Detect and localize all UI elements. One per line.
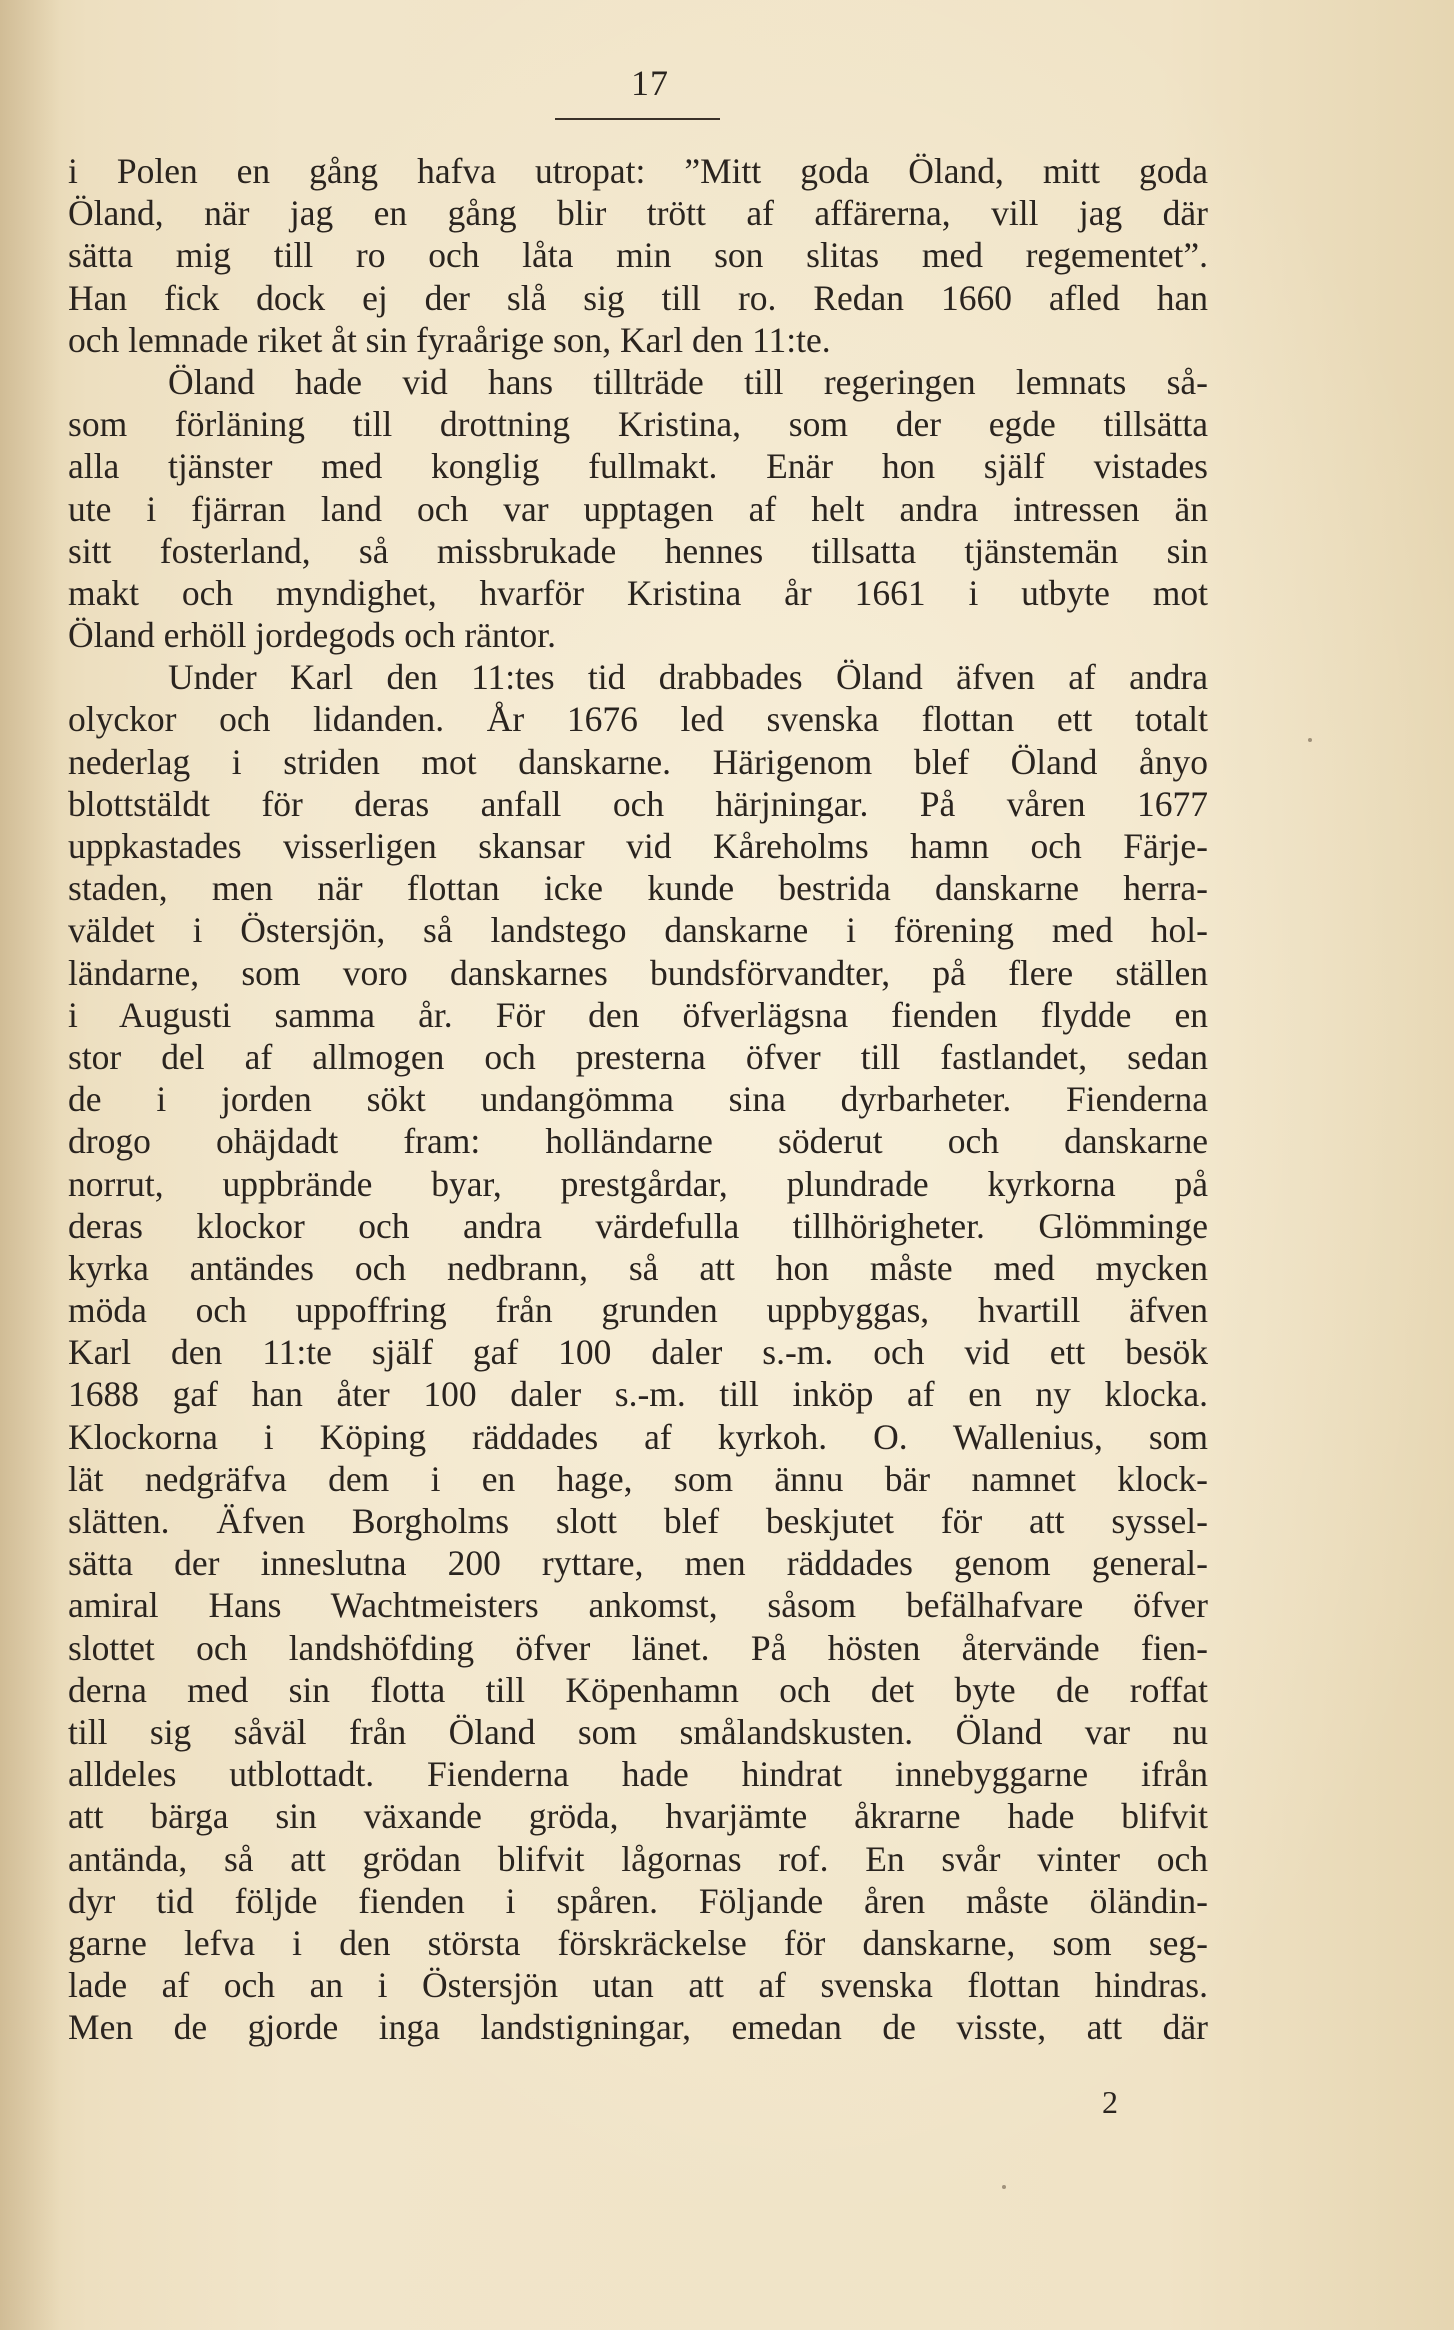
page-gutter-shadow bbox=[0, 0, 60, 2330]
text-line: uppkastades visserligen skansar vid Kåreholms hamn och Färje- bbox=[68, 826, 1208, 866]
text-line: sätta mig till ro och låta min son slitas med regementet”. bbox=[68, 235, 1208, 276]
text-line: i Polen en gång hafva utropat: ”Mitt goda Öland, mitt goda bbox=[68, 151, 1208, 191]
paper-speck bbox=[1002, 2185, 1006, 2189]
text-line: Öland hade vid hans tillträde till regeringen lemnats så- bbox=[168, 361, 1208, 402]
text-line: staden, men när flottan icke kunde bestrida danskarne herra- bbox=[68, 868, 1208, 909]
header-rule bbox=[555, 118, 720, 120]
text-line: stor del af allmogen och presterna öfver till fastlandet, sedan bbox=[68, 1036, 1208, 1077]
text-line: ländarne, som voro danskarnes bundsförvandter, på flere ställen bbox=[68, 952, 1208, 993]
text-line: norrut, uppbrände byar, prestgårdar, plundrade kyrkorna på bbox=[68, 1163, 1208, 1204]
text-line: Under Karl den 11:tes tid drabbades Öland äfven af andra bbox=[168, 657, 1208, 698]
text-line: 1688 gaf han åter 100 daler s.-m. till inköp af en ny klocka. bbox=[68, 1374, 1208, 1415]
text-line: Klockorna i Köping räddades af kyrkoh. O. Wallenius, som bbox=[68, 1416, 1208, 1457]
text-line: Han fick dock ej der slå sig till ro. Redan 1660 afled han bbox=[68, 277, 1208, 318]
text-line: Öland, när jag en gång blir trött af affärerna, vill jag där bbox=[68, 193, 1208, 234]
text-line: de i jorden sökt undangömma sina dyrbarheter. Fienderna bbox=[68, 1079, 1208, 1120]
signature-mark: 2 bbox=[1102, 2084, 1118, 2120]
text-line: drogo ohäjdadt fram: holländarne söderut och danskarne bbox=[68, 1121, 1208, 1162]
text-line: alla tjänster med konglig fullmakt. Enär hon själf vistades bbox=[68, 446, 1208, 487]
text-line: till sig såväl från Öland som smålandskusten. Öland var nu bbox=[68, 1711, 1208, 1752]
text-line: dyr tid följde fienden i spåren. Följande åren måste öländin- bbox=[68, 1880, 1208, 1921]
text-line: makt och myndighet, hvarför Kristina år 1661 i utbyte mot bbox=[68, 572, 1208, 613]
text-line: antända, så att grödan blifvit lågornas rof. En svår vinter och bbox=[68, 1838, 1208, 1879]
text-line: kyrka antändes och nedbrann, så att hon måste med mycken bbox=[68, 1247, 1208, 1288]
text-line: sätta der inneslutna 200 ryttare, men räddades genom general- bbox=[68, 1543, 1208, 1584]
text-line: i Augusti samma år. För den öfverlägsna fienden flydde en bbox=[68, 994, 1208, 1035]
text-line: lät nedgräfva dem i en hage, som ännu bär namnet klock- bbox=[68, 1458, 1208, 1499]
page-number: 17 bbox=[631, 63, 669, 103]
paper-speck bbox=[1308, 738, 1312, 742]
text-line: slätten. Äfven Borgholms slott blef beskjutet för att syssel- bbox=[68, 1501, 1208, 1541]
text-line: att bärga sin växande gröda, hvarjämte åkrarne hade blifvit bbox=[68, 1796, 1208, 1837]
text-line: ute i fjärran land och var upptagen af helt andra intressen än bbox=[68, 488, 1208, 529]
text-line: deras klockor och andra värdefulla tillhörigheter. Glömminge bbox=[68, 1205, 1208, 1246]
text-line: som förläning till drottning Kristina, som der egde tillsätta bbox=[68, 404, 1208, 445]
text-line: väldet i Östersjön, så landstego danskarne i förening med hol- bbox=[68, 910, 1208, 951]
text-line: lade af och an i Östersjön utan att af svenska flottan hindras. bbox=[68, 1965, 1208, 2006]
body-text bbox=[68, 150, 1208, 2048]
text-line: Öland erhöll jordegods och räntor. bbox=[68, 615, 557, 656]
text-line: och lemnade riket åt sin fyraårige son, Karl den 11:te. bbox=[68, 319, 831, 360]
text-line: alldeles utblottadt. Fienderna hade hindrat innebyggarne ifrån bbox=[68, 1754, 1208, 1795]
text-line: olyckor och lidanden. År 1676 led svenska flottan ett totalt bbox=[68, 699, 1208, 740]
text-line: slottet och landshöfding öfver länet. På hösten återvände fien- bbox=[68, 1627, 1208, 1668]
text-line: derna med sin flotta till Köpenhamn och det byte de roffat bbox=[68, 1669, 1208, 1710]
text-line: amiral Hans Wachtmeisters ankomst, såsom befälhafvare öfver bbox=[68, 1585, 1208, 1626]
text-line: garne lefva i den största förskräckelse för danskarne, som seg- bbox=[68, 1922, 1208, 1963]
text-line: nederlag i striden mot danskarne. Härigenom blef Öland ånyo bbox=[68, 741, 1208, 782]
text-line: blottstäldt för deras anfall och härjningar. På våren 1677 bbox=[68, 783, 1208, 824]
text-line: Karl den 11:te själf gaf 100 daler s.-m. och vid ett besök bbox=[68, 1332, 1208, 1373]
text-line: Men de gjorde inga landstigningar, emedan de visste, att där bbox=[68, 2007, 1208, 2048]
text-line: möda och uppoffring från grunden uppbyggas, hvartill äfven bbox=[68, 1290, 1208, 1331]
text-line: sitt fosterland, så missbrukade hennes tillsatta tjänstemän sin bbox=[68, 530, 1208, 571]
